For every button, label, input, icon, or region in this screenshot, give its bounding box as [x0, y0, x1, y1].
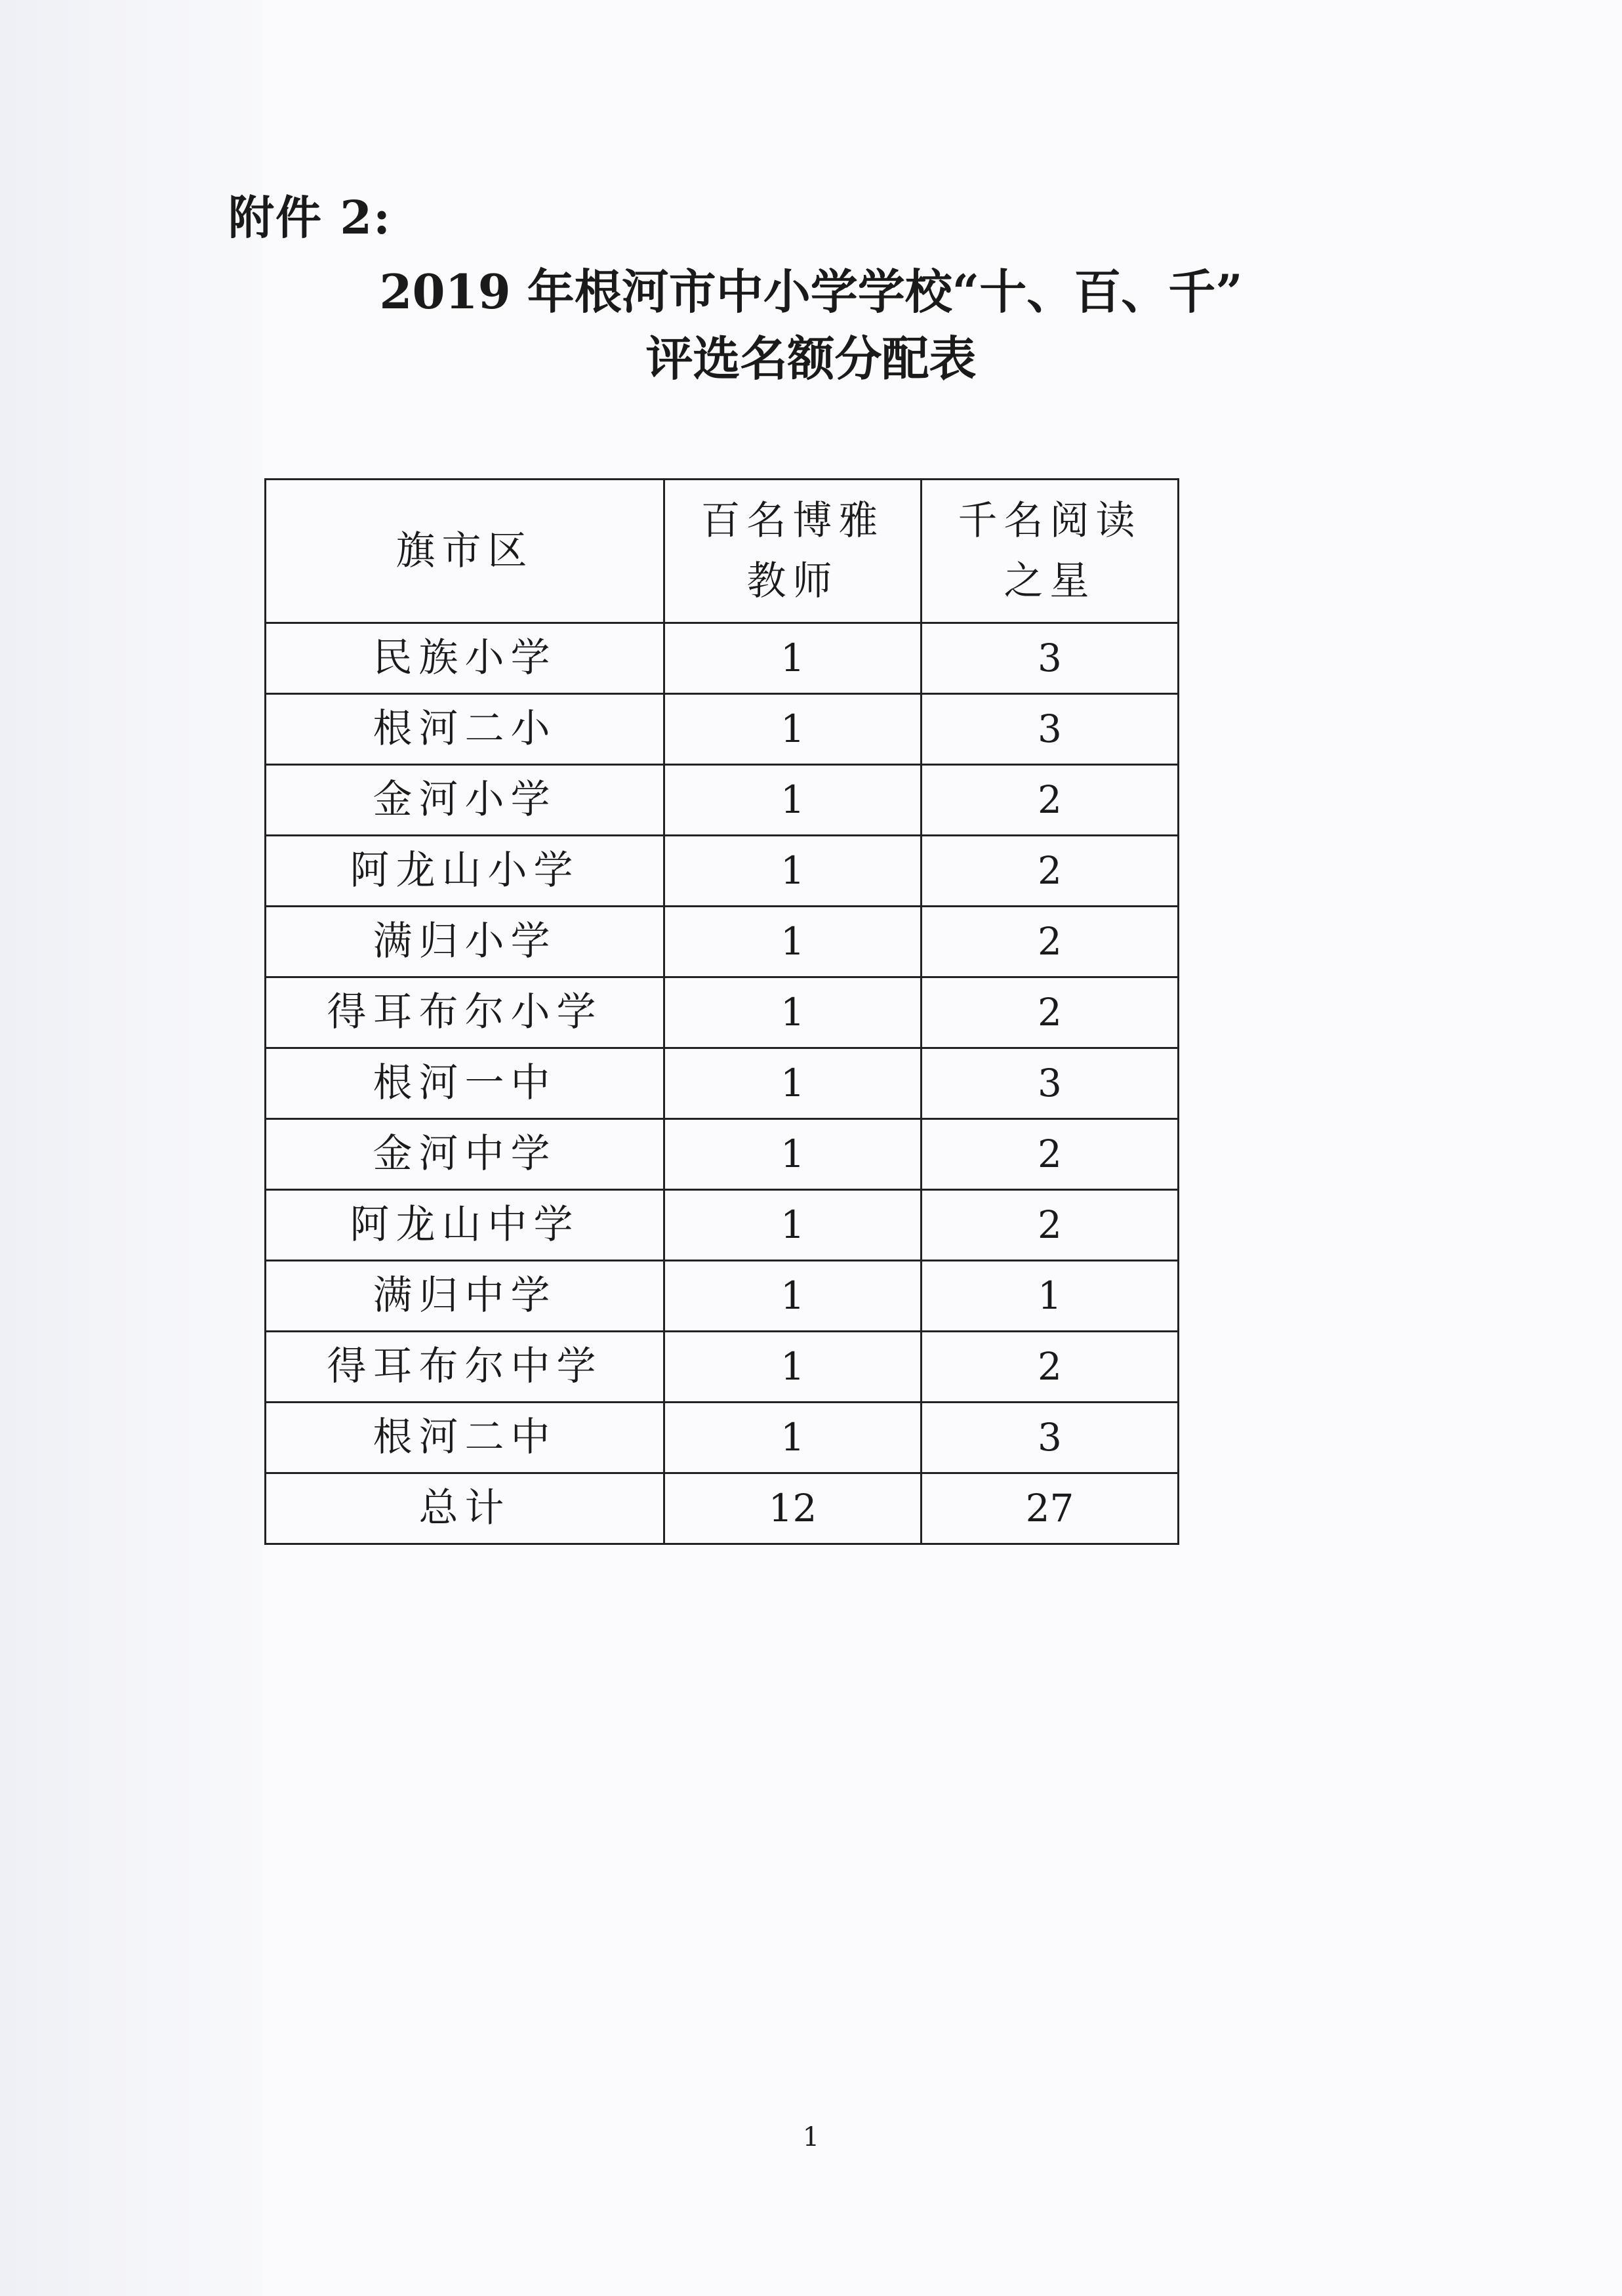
header-readers: [922, 480, 1179, 623]
reader-quota-cell: 3: [922, 1403, 1179, 1473]
school-name-cell: 金河小学: [266, 765, 664, 836]
table-row: [266, 907, 1179, 977]
table-row: [266, 1048, 1179, 1119]
table-row: [266, 836, 1179, 907]
teacher-quota-cell: 1: [664, 1403, 922, 1473]
teacher-quota-cell: 1: [664, 907, 922, 977]
table-row: [266, 1119, 1179, 1190]
reader-quota-cell: 2: [922, 1332, 1179, 1403]
reader-quota-cell: 2: [922, 977, 1179, 1048]
table-row: [266, 1332, 1179, 1403]
table-row: [266, 694, 1179, 765]
table-row: [266, 623, 1179, 694]
school-name-cell: 根河二中: [266, 1403, 664, 1473]
school-name-cell: 民族小学: [266, 623, 664, 694]
reader-quota-cell: 2: [922, 907, 1179, 977]
document-title-line-2: 评选名额分配表: [645, 331, 977, 386]
school-name-cell: 阿龙山中学: [266, 1190, 664, 1261]
table-header: [266, 480, 1179, 623]
attachment-label: 附件 2:: [228, 190, 392, 245]
total-reader-quota-cell: 27: [922, 1473, 1179, 1544]
table-body: [266, 623, 1179, 1544]
reader-quota-cell: 2: [922, 1119, 1179, 1190]
teacher-quota-cell: 1: [664, 977, 922, 1048]
table-row: [266, 977, 1179, 1048]
document-title-line-1: 2019 年根河市中小学学校“十、百、千”: [379, 264, 1243, 319]
header-row: [266, 480, 1179, 623]
quota-allocation-table: [264, 478, 1179, 1545]
school-name-cell: 满归小学: [266, 907, 664, 977]
school-name-cell: 金河中学: [266, 1119, 664, 1190]
table-row: [266, 765, 1179, 836]
teacher-quota-cell: 1: [664, 694, 922, 765]
total-row: [266, 1473, 1179, 1544]
teacher-quota-cell: 1: [664, 1261, 922, 1332]
header-teachers-line-1: 百名博雅: [700, 498, 885, 544]
header-teachers-line-2: 教师: [746, 558, 839, 604]
teacher-quota-cell: 1: [664, 1190, 922, 1261]
teacher-quota-cell: 1: [664, 623, 922, 694]
header-district-label: 旗市区: [395, 528, 534, 574]
teacher-quota-cell: 1: [664, 765, 922, 836]
school-name-cell: 根河一中: [266, 1048, 664, 1119]
total-teacher-quota-cell: 12: [664, 1473, 922, 1544]
total-label-cell: 总计: [266, 1473, 664, 1544]
reader-quota-cell: 1: [922, 1261, 1179, 1332]
reader-quota-cell: 2: [922, 836, 1179, 907]
school-name-cell: 得耳布尔小学: [266, 977, 664, 1048]
page-number: 1: [802, 2122, 820, 2152]
reader-quota-cell: 3: [922, 623, 1179, 694]
school-name-cell: 得耳布尔中学: [266, 1332, 664, 1403]
reader-quota-cell: 2: [922, 765, 1179, 836]
teacher-quota-cell: 1: [664, 1048, 922, 1119]
teacher-quota-cell: 1: [664, 1332, 922, 1403]
header-teachers: [664, 480, 922, 623]
reader-quota-cell: 2: [922, 1190, 1179, 1261]
reader-quota-cell: 3: [922, 1048, 1179, 1119]
teacher-quota-cell: 1: [664, 836, 922, 907]
table-row: [266, 1190, 1179, 1261]
header-readers-line-2: 之星: [1004, 558, 1096, 604]
table-row: [266, 1403, 1179, 1473]
school-name-cell: 阿龙山小学: [266, 836, 664, 907]
teacher-quota-cell: 1: [664, 1119, 922, 1190]
header-readers-line-1: 千名阅读: [958, 498, 1142, 544]
table-row: [266, 1261, 1179, 1332]
school-name-cell: 满归中学: [266, 1261, 664, 1332]
reader-quota-cell: 3: [922, 694, 1179, 765]
header-district: [266, 480, 664, 623]
school-name-cell: 根河二小: [266, 694, 664, 765]
